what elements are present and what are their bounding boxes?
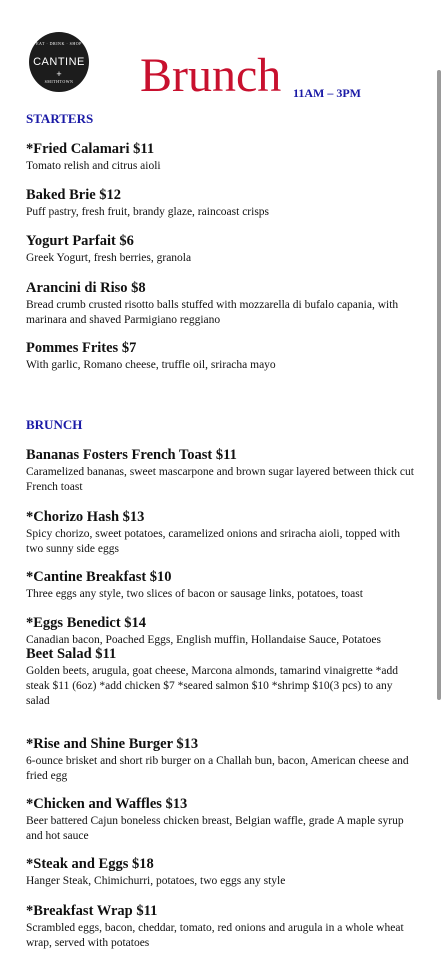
item-description: Caramelized bananas, sweet mascarpone and brown sugar layered between thick cut French toast bbox=[26, 466, 414, 493]
item-description: Hanger Steak, Chimichurri, potatoes, two eggs any style bbox=[26, 875, 286, 887]
item-description: Greek Yogurt, fresh berries, granola bbox=[26, 252, 192, 264]
menu-item bbox=[26, 141, 418, 174]
item-description: Spicy chorizo, sweet potatoes, caramelized onions and sriracha aioli, topped with two sunny side eggs bbox=[26, 528, 400, 555]
logo-bottom-text: SMITHTOWN bbox=[44, 79, 74, 84]
section-title-starters: STARTERS bbox=[26, 111, 94, 126]
item-name: *Chicken and Waffles $13 bbox=[26, 796, 188, 812]
menu-item bbox=[26, 340, 418, 373]
item-name: Yogurt Parfait $6 bbox=[26, 233, 134, 249]
item-description: 6-ounce brisket and short rib burger on a Challah bun, bacon, American cheese and fried egg bbox=[26, 755, 409, 782]
menu-item bbox=[26, 615, 418, 648]
item-name: *Chorizo Hash $13 bbox=[26, 509, 145, 525]
item-description: Tomato relish and citrus aioli bbox=[26, 160, 161, 172]
item-name: *Steak and Eggs $18 bbox=[26, 856, 154, 872]
logo-plus-icon: + bbox=[56, 69, 62, 79]
menu-item bbox=[26, 856, 418, 889]
section-title-brunch: BRUNCH bbox=[26, 417, 83, 432]
menu-item bbox=[26, 796, 418, 844]
item-name: Arancini di Riso $8 bbox=[26, 280, 146, 296]
item-name: Bananas Fosters French Toast $11 bbox=[26, 447, 237, 463]
item-description: Bread crumb crusted risotto balls stuffed with mozzarella di bufalo capania, with marinara and shaved Parmigiano reggiano bbox=[26, 299, 399, 326]
item-description: Golden beets, arugula, goat cheese, Marcona almonds, tamarind vinaigrette *add steak $11 (6oz) *add chicken $7 *seared salmon $10 *shrimp $10(3 pcs) to any salad bbox=[26, 665, 399, 707]
menu-item bbox=[26, 736, 418, 784]
brunch-hours: 11AM – 3PM bbox=[293, 86, 361, 100]
item-name: *Fried Calamari $11 bbox=[26, 141, 155, 157]
menu-item bbox=[26, 903, 418, 951]
item-description: With garlic, Romano cheese, truffle oil, sriracha mayo bbox=[26, 359, 276, 371]
menu-item bbox=[26, 280, 418, 328]
item-description: Beer battered Cajun boneless chicken breast, Belgian waffle, grade A maple syrup and hot sauce bbox=[26, 815, 404, 842]
menu-item bbox=[26, 646, 418, 709]
menu-item bbox=[26, 569, 418, 602]
item-name: *Rise and Shine Burger $13 bbox=[26, 736, 199, 752]
item-description: Puff pastry, fresh fruit, brandy glaze, raincoast crisps bbox=[26, 206, 270, 218]
page-title: Brunch bbox=[140, 49, 282, 102]
logo-name: CANTINE bbox=[33, 56, 85, 68]
scrollbar[interactable] bbox=[437, 70, 441, 700]
logo-top-text: EAT · DRINK · SHOP bbox=[36, 41, 82, 46]
item-name: *Eggs Benedict $14 bbox=[26, 615, 147, 631]
menu-item bbox=[26, 447, 418, 495]
item-name: *Cantine Breakfast $10 bbox=[26, 569, 172, 585]
item-description: Canadian bacon, Poached Eggs, English muffin, Hollandaise Sauce, Potatoes bbox=[26, 634, 381, 646]
menu-item bbox=[26, 509, 418, 557]
item-description: Scrambled eggs, bacon, cheddar, tomato, red onions and arugula in a whole wheat wrap, served with potatoes bbox=[26, 922, 404, 949]
menu-item bbox=[26, 187, 418, 220]
cantine-logo bbox=[29, 32, 89, 92]
item-name: Beet Salad $11 bbox=[26, 646, 117, 662]
item-name: Pommes Frites $7 bbox=[26, 340, 137, 356]
item-name: Baked Brie $12 bbox=[26, 187, 122, 203]
item-description: Three eggs any style, two slices of bacon or sausage links, potatoes, toast bbox=[26, 588, 363, 600]
menu-item bbox=[26, 233, 418, 266]
item-name: *Breakfast Wrap $11 bbox=[26, 903, 158, 919]
